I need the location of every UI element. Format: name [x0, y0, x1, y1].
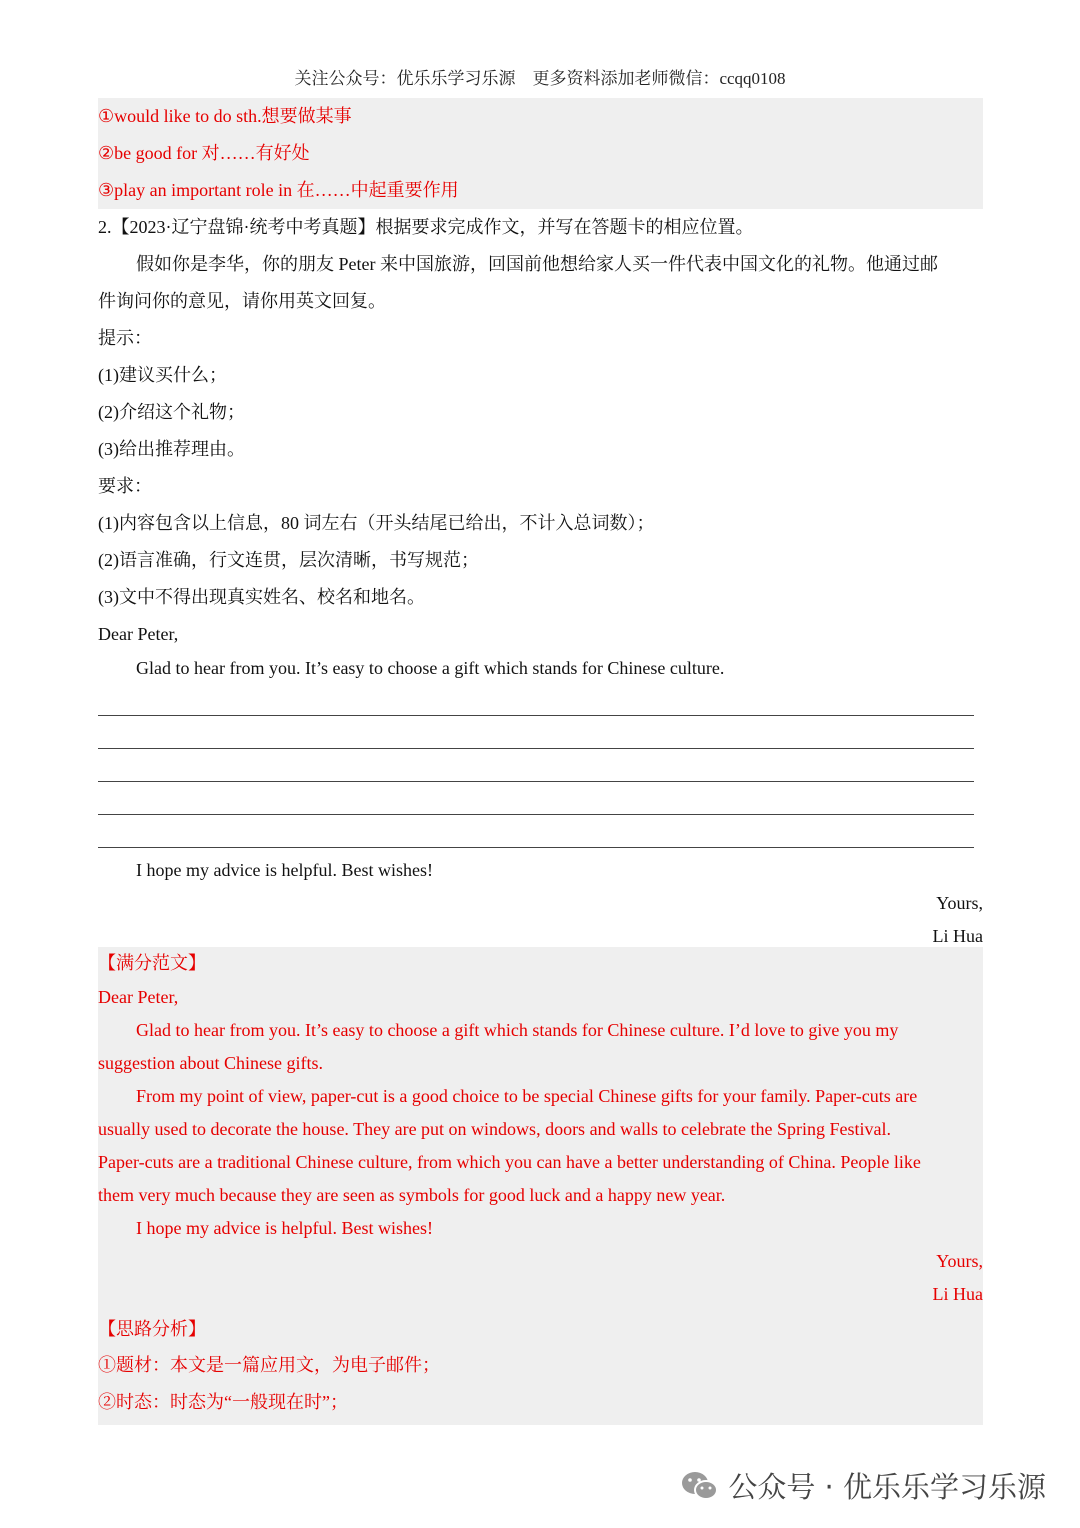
analysis-label: 【思路分析】: [98, 1319, 206, 1339]
question-prompt-line2: 件询问你的意见，请你用英文回复。: [98, 291, 386, 311]
model-signature: Li Hua: [932, 1284, 983, 1304]
model-essay-block: [98, 947, 983, 1425]
phrase-1: ①would like to do sth.想要做某事: [98, 106, 352, 126]
answer-line: [98, 815, 974, 848]
model-line: suggestion about Chinese gifts.: [98, 1053, 323, 1073]
letter-closing: I hope my advice is helpful. Best wishes!: [136, 860, 433, 880]
model-yours: Yours,: [936, 1251, 983, 1271]
hint-3: (3)给出推荐理由。: [98, 439, 245, 459]
hint-label: 提示：: [98, 328, 152, 348]
wechat-icon: [680, 1469, 720, 1503]
phrase-2: ②be good for 对……有好处: [98, 143, 310, 163]
answer-line: [98, 683, 974, 716]
requirement-label: 要求：: [98, 476, 152, 496]
answer-line: [98, 716, 974, 749]
requirement-3: (3)文中不得出现真实姓名、校名和地名。: [98, 587, 425, 607]
watermark: [680, 1465, 1046, 1506]
model-line: them very much because they are seen as symbols for good luck and a happy new year.: [98, 1185, 726, 1205]
model-greeting: Dear Peter,: [98, 987, 179, 1007]
question-prompt-line1: 假如你是李华，你的朋友 Peter 来中国旅游，回国前他想给家人买一件代表中国文化的礼物。他通过邮: [136, 254, 938, 274]
hint-2: (2)介绍这个礼物；: [98, 402, 245, 422]
analysis-item-2: ②时态：时态为“一般现在时”；: [98, 1392, 348, 1412]
letter-yours: Yours,: [936, 893, 983, 913]
requirement-1: (1)内容包含以上信息，80 词左右（开头结尾已给出，不计入总词数）；: [98, 513, 655, 533]
answer-line: [98, 749, 974, 782]
question-block: [98, 209, 983, 953]
model-line: I hope my advice is helpful. Best wishes!: [136, 1218, 433, 1238]
model-line: From my point of view, paper-cut is a good choice to be special Chinese gifts for your family. Paper-cuts are: [136, 1086, 918, 1106]
question-title: 2.【2023·辽宁盘锦·统考中考真题】根据要求完成作文，并写在答题卡的相应位置。: [98, 217, 754, 237]
watermark-text: 公众号 · 优乐乐学习乐源: [728, 1470, 1046, 1504]
phrases-block: [98, 98, 983, 209]
model-line: usually used to decorate the house. They are put on windows, doors and walls to celebrate the Spring Festival.: [98, 1119, 891, 1139]
letter-greeting: Dear Peter,: [98, 624, 179, 644]
model-line: Paper-cuts are a traditional Chinese culture, from which you can have a better understanding of China. People like: [98, 1152, 921, 1172]
answer-line: [98, 782, 974, 815]
letter-signature: Li Hua: [932, 926, 983, 946]
answer-lines: [98, 683, 983, 848]
requirement-2: (2)语言准确，行文连贯，层次清晰，书写规范；: [98, 550, 479, 570]
page-header: 关注公众号：优乐乐学习乐源 更多资料添加老师微信：ccqq0108: [294, 69, 786, 88]
analysis-item-1: ①题材：本文是一篇应用文，为电子邮件；: [98, 1355, 440, 1375]
hint-1: (1)建议买什么；: [98, 365, 227, 385]
model-line: Glad to hear from you. It’s easy to choose a gift which stands for Chinese culture. I’d love to give you my: [136, 1020, 899, 1040]
phrase-3: ③play an important role in 在……中起重要作用: [98, 180, 459, 200]
letter-opening: Glad to hear from you. It’s easy to choose a gift which stands for Chinese culture.: [136, 658, 725, 678]
model-label: 【满分范文】: [98, 953, 206, 973]
